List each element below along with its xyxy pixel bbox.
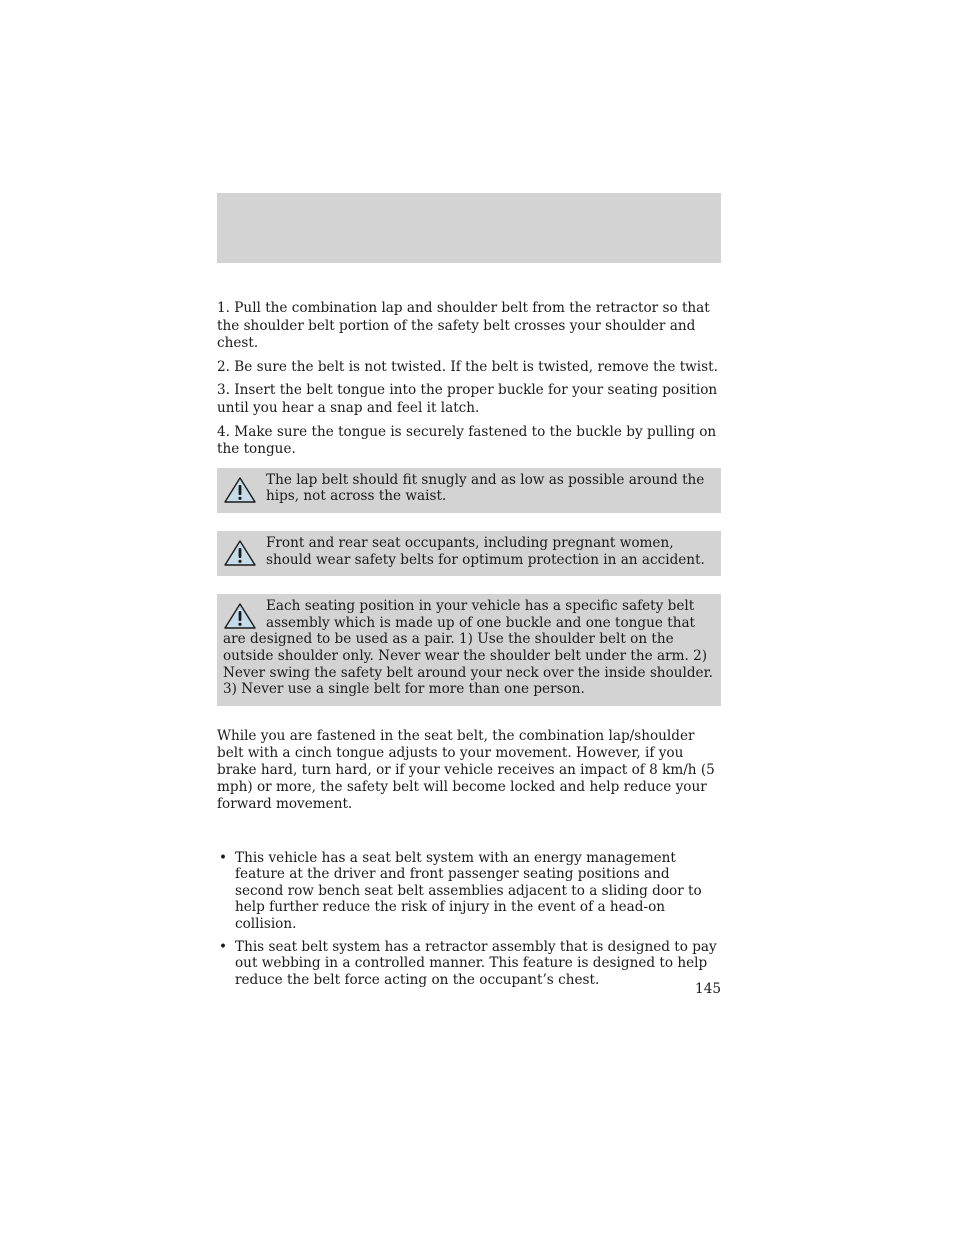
cinch-tongue-paragraph: While you are fastened in the seat belt, the combination lap/shoulder belt with a cinch tongue adjusts to your movement. However, if you brake hard, turn hard, or if your vehicle receives an impact of 8 km/h (5 mph) or more, the safety belt will become locked and help reduce your forward movement. xyxy=(217,727,715,812)
page-content xyxy=(217,300,721,994)
warning-text: Each seating position in your vehicle has a specific safety belt assembly which is made up of one buckle and one tongue that are designed to be used as a pair. 1) Use the shoulder belt on the outside shoulder only. Never wear the shoulder belt under the arm. 2) Never swing the safety belt around your neck over the inside shoulder. 3) Never use a single belt for more than one person. xyxy=(223,598,713,698)
warning-triangle-icon xyxy=(223,476,257,504)
step-3: 3. Insert the belt tongue into the proper buckle for your seating position until you hear a snap and feel it latch. xyxy=(217,382,718,416)
warning-box-occupants xyxy=(217,531,721,576)
step-2: 2. Be sure the belt is not twisted. If the belt is twisted, remove the twist. xyxy=(217,358,718,375)
list-item-text: This seat belt system has a retractor assembly that is designed to pay out webbing in a controlled manner. This feature is designed to help reduce the belt force acting on the occupant’s chest. xyxy=(235,938,717,988)
warning-triangle-icon xyxy=(223,539,257,567)
step-1: 1. Pull the combination lap and shoulder belt from the retractor so that the shoulder belt portion of the safety belt crosses your shoulder and chest. xyxy=(217,300,710,352)
warning-text: Front and rear seat occupants, including pregnant women, should wear safety belts for optimum protection in an accident. xyxy=(266,534,705,568)
page-number: 145 xyxy=(695,981,721,997)
list-item xyxy=(217,850,721,933)
energy-management-list xyxy=(217,850,721,989)
warning-box-seating-position xyxy=(217,594,721,706)
bullet-marker: • xyxy=(219,849,228,866)
warning-triangle-icon xyxy=(223,602,257,630)
list-item-text: This vehicle has a seat belt system with an energy management feature at the driver and front passenger seating positions and second row bench seat belt assemblies adjacent to a sliding door to help further reduce the risk of injury in the event of a head-on collision. xyxy=(235,849,702,933)
warning-text: The lap belt should fit snugly and as low as possible around the hips, not across the waist. xyxy=(266,471,705,505)
warning-box-lap-belt xyxy=(217,468,721,513)
step-4: 4. Make sure the tongue is securely fastened to the buckle by pulling on the tongue. xyxy=(217,423,717,458)
bullet-marker: • xyxy=(219,938,228,955)
section-header-bar xyxy=(217,193,721,263)
